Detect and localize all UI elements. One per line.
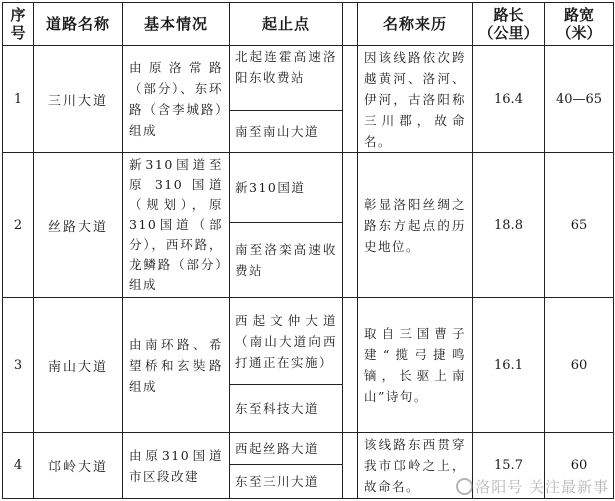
row-basic-info: 新310国道至原 310 国道（规划），原310国道（部分），西环路，龙鳞路（部分）组成	[123, 153, 230, 298]
row-road-name: 丝路大道	[34, 153, 123, 298]
header-road-name: 道路名称	[34, 3, 123, 46]
header-basic-info: 基本情况	[123, 3, 230, 46]
row-gap	[343, 153, 358, 298]
row-end-point: 东至科技大道	[230, 385, 343, 433]
row-road-name: 三川大道	[34, 46, 123, 153]
row-gap	[343, 298, 358, 433]
table-row	[3, 153, 614, 223]
row-start-point: 西起丝路大道	[230, 433, 343, 465]
row-end-point: 南至洛栾高速收费站	[230, 223, 343, 298]
watermark-text: 洛阳号 关注最新事	[475, 478, 609, 496]
row-start-point: 新310国道	[230, 153, 343, 223]
table-header-row	[3, 3, 614, 46]
row-basic-info: 由原洛常路（部分）、东环路（含李城路）组成	[123, 46, 230, 153]
row-width: 60	[545, 298, 614, 433]
row-start-point: 西起文仲大道（南山大道向西打通正在实施）	[230, 298, 343, 385]
row-gap	[343, 433, 358, 499]
row-width: 60	[545, 433, 614, 499]
row-width: 65	[545, 153, 614, 298]
row-length: 16.4	[473, 46, 545, 153]
row-name-origin: 该线路东西贯穿我市邙岭之上，故命名。	[358, 433, 473, 499]
header-gap	[343, 3, 358, 46]
row-end-point: 南至南山大道	[230, 111, 343, 153]
row-seq: 4	[3, 433, 34, 499]
row-length: 15.7	[473, 433, 545, 499]
row-width: 40—65	[545, 46, 614, 153]
header-width: 路宽 （米）	[545, 3, 614, 46]
row-start-point: 北起连霍高速洛阳东收费站	[230, 46, 343, 111]
row-basic-info: 由南环路、希望桥和玄奘路组成	[123, 298, 230, 433]
header-seq: 序 号	[3, 3, 34, 46]
row-seq: 1	[3, 46, 34, 153]
row-length: 16.1	[473, 298, 545, 433]
table-row	[3, 298, 614, 385]
table-row	[3, 433, 614, 465]
table-row	[3, 46, 614, 111]
row-length: 18.8	[473, 153, 545, 298]
row-gap	[343, 46, 358, 153]
row-name-origin: 彰显洛阳丝绸之路东方起点的历史地位。	[358, 153, 473, 298]
row-name-origin: 因该线路依次跨越黄河、洛河、伊河，古洛阳称三川郡，故命名。	[358, 46, 473, 153]
road-info-table	[2, 2, 614, 499]
header-length: 路长 （公里）	[473, 3, 545, 46]
row-seq: 3	[3, 298, 34, 433]
row-seq: 2	[3, 153, 34, 298]
header-start-end: 起止点	[230, 3, 343, 46]
row-basic-info: 由原310国道市区段改建	[123, 433, 230, 499]
row-road-name: 南山大道	[34, 298, 123, 433]
row-road-name: 邙岭大道	[34, 433, 123, 499]
header-name-origin: 名称来历	[358, 3, 473, 46]
row-end-point: 东至三川大道	[230, 465, 343, 499]
row-name-origin: 取自三国曹子建“揽弓捷鸣镝，长驱上南山”诗句。	[358, 298, 473, 433]
